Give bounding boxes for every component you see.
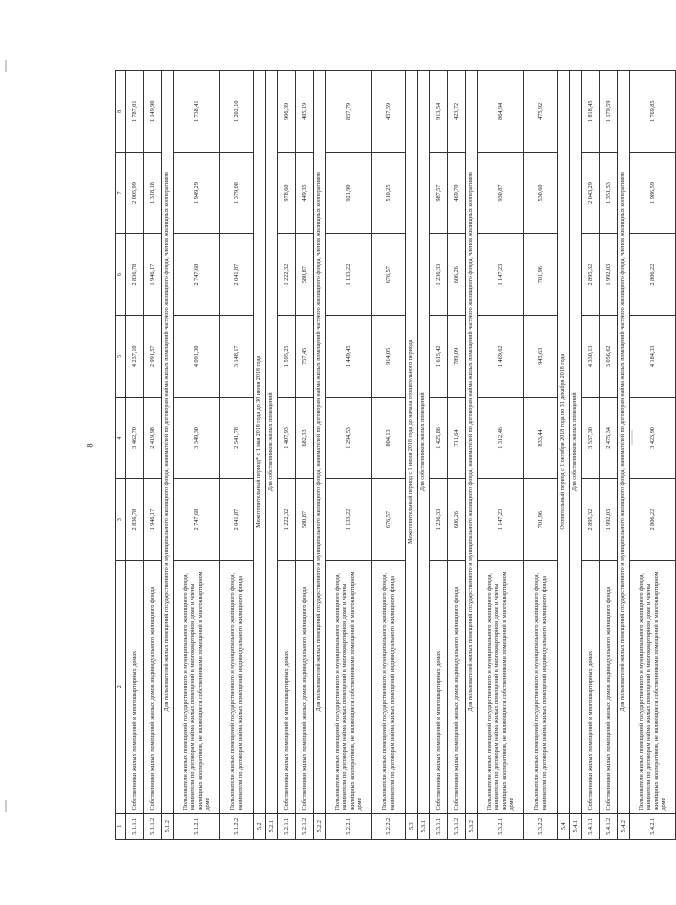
row-code: 5.3 [406,813,418,839]
value-cell: 2 043,29 [582,152,600,234]
section-row [418,71,430,840]
value-cell: 1 738,41 [174,71,220,153]
row-code: 5.3.2.2 [524,813,558,839]
header-cell: 5 [116,315,126,397]
section-title: Для пользователей жилых помещений государственного и муниципального жилищного фонда, нанимателей по договорам найма жилых помещений частного жилищного фонда, членов жилищных кооперативов [314,71,326,814]
value-cell: 1 202,10 [220,71,254,153]
value-cell: 676,57 [372,479,406,561]
value-cell: 1 769,85 [630,71,676,153]
value-cell: 676,57 [372,234,406,316]
row-description: Собственники жилых помещений жилых домов индивидуального жилищного фонда [296,560,314,813]
value-cell: 3 349,30 [174,397,220,479]
section-row [558,71,570,840]
value-cell: 1 149,90 [144,71,162,153]
row-code: 5.4.1.1 [582,813,600,839]
header-cell: 1 [116,813,126,839]
value-cell: 757,45 [296,315,314,397]
value-cell: 1 351,53 [600,152,618,234]
value-cell: 1 312,46 [478,397,524,479]
value-cell: 2 041,87 [220,234,254,316]
table-row [630,71,676,840]
table-row [326,71,372,840]
row-description: Пользователи жилых помещений государственного и муниципального жилищного фонда, наниматели по договорам найма жилых помещений индивидуального жилищного фонда [524,560,558,813]
row-code: 5.1.1.2 [144,813,162,839]
value-cell: 2 747,68 [174,479,220,561]
section-row [466,71,478,840]
row-code: 5.2 [254,813,266,839]
value-cell: 711,64 [448,397,466,479]
value-cell: 457,59 [372,71,406,153]
value-cell: 921,90 [326,152,372,234]
row-description: Пользователи жилых помещений государственного и муниципального жилищного фонда, наниматели по договорам найма жилых помещений индивидуального жилищного фонда [372,560,406,813]
section-title: Для собственников жилых помещений [418,71,430,814]
table-body [116,71,676,840]
row-description: Пользователи жилых помещений государственного и муниципального жилищного фонда, наниматели по договорам найма жилых помещений в многоквартирном доме и члены жилищных кооперативов, не являющиеся собственниками помещений в многоквартирном доме [174,560,220,813]
row-code: 5.2.2.1 [326,813,372,839]
value-cell: 2 806,22 [630,479,676,561]
row-code: 5.2.1.2 [296,813,314,839]
row-code: 5.2.2 [314,813,326,839]
value-cell: 1 236,33 [430,479,448,561]
section-title: Для пользователей жилых помещений государственного и муниципального жилищного фонда, нанимателей по договорам найма жилых помещений частного жилищного фонда, членов жилищных кооперативов [162,71,174,814]
section-row [618,71,630,840]
value-cell: 701,96 [524,479,558,561]
row-code: 5.3.2.1 [478,813,524,839]
value-cell: 1 236,33 [430,234,448,316]
value-cell: 1 147,23 [478,234,524,316]
table-row [278,71,296,840]
row-description: Собственники жилых помещений в многоквартирных домах [430,560,448,813]
table-row [448,71,466,840]
value-cell: 906,39 [278,71,296,153]
header-cell: 6 [116,234,126,316]
row-description: Собственники жилых помещений в многоквартирных домах [582,560,600,813]
row-code: 5.3.2 [466,813,478,839]
value-cell: 864,94 [478,71,524,153]
value-cell: 1 379,08 [220,152,254,234]
value-cell: 2 041,87 [220,479,254,561]
value-cell: 2 806,22 [630,234,676,316]
value-cell: 4 091,30 [174,315,220,397]
value-cell: 4 237,10 [126,315,144,397]
value-cell: 1 318,18 [144,152,162,234]
row-code: 5.2.2.2 [372,813,406,839]
row-code: 5.3.1.2 [448,813,466,839]
value-cell: 2 475,34 [600,397,618,479]
row-code: 5.4.1 [570,813,582,839]
value-cell: 1 949,29 [174,152,220,234]
row-description: Собственники жилых помещений в многоквартирных домах [126,560,144,813]
header-cell: 2 [116,560,126,813]
value-cell: 1 946,17 [144,479,162,561]
value-cell: 1 222,32 [278,479,296,561]
value-cell: 3 537,30 [582,397,600,479]
value-cell: 3 423,90 [630,397,676,479]
value-cell: 857,79 [326,71,372,153]
header-row [116,71,126,840]
value-cell: 1 992,03 [600,234,618,316]
table-row [174,71,220,840]
table-row [372,71,406,840]
value-cell: 580,87 [296,234,314,316]
header-cell: 3 [116,479,126,561]
value-cell: 1 222,32 [278,234,296,316]
value-cell: 1 818,45 [582,71,600,153]
value-cell: 833,44 [524,397,558,479]
table-row [600,71,618,840]
table-row [296,71,314,840]
value-cell: 987,57 [430,152,448,234]
value-cell: 2 895,32 [582,479,600,561]
value-cell: 4 330,13 [582,315,600,397]
row-description: Собственники жилых помещений жилых домов индивидуального жилищного фонда [144,560,162,813]
value-cell: 1 147,23 [478,479,524,561]
value-cell: 913,54 [430,71,448,153]
value-cell: 978,60 [278,152,296,234]
value-cell: 2 541,78 [220,397,254,479]
row-description: Собственники жилых помещений жилых домов индивидуального жилищного фонда [448,560,466,813]
page-number: 8 [85,443,95,448]
section-title: Межотопительный период* с 1 мая 2018 года до 30 июня 2018 года [254,71,266,814]
section-title: Межотопительный период с 1 июля 2018 года до начала отопительного периода [406,71,418,814]
value-cell: 2 991,57 [144,315,162,397]
value-cell: 1 615,42 [430,315,448,397]
value-cell: 1 133,22 [326,234,372,316]
section-row [162,71,174,840]
row-code: 5.1.1.1 [126,813,144,839]
row-code: 5.1.2.1 [174,813,220,839]
value-cell: 1 787,01 [126,71,144,153]
value-cell: 2 836,78 [126,234,144,316]
value-cell: 530,60 [524,152,558,234]
value-cell: 2 005,99 [126,152,144,234]
value-cell: 804,13 [372,397,406,479]
section-title: Отопительный период с 1 октября 2018 года по 31 декабря 2018 года [558,71,570,814]
section-title: Для пользователей жилых помещений государственного и муниципального жилищного фонда, нанимателей по договорам найма жилых помещений частного жилищного фонда, членов жилищных кооперативов [466,71,478,814]
value-cell: 1 425,86 [430,397,448,479]
row-code: 5.4.2.1 [630,813,676,839]
value-cell: 1 595,25 [278,315,296,397]
section-row [254,71,266,840]
value-cell: 1 407,93 [278,397,296,479]
value-cell: 3 462,70 [126,397,144,479]
value-cell: 449,35 [296,152,314,234]
value-cell: 1 992,03 [600,479,618,561]
table-row [582,71,600,840]
value-cell: 606,26 [448,234,466,316]
value-cell: 1 179,59 [600,71,618,153]
row-description: Пользователи жилых помещений государственного и муниципального жилищного фонда, наниматели по договорам найма жилых помещений в многоквартирном доме и члены жилищных кооперативов, не являющиеся собственниками помещений в многоквартирном доме [326,560,372,813]
row-description: Собственники жилых помещений жилых домов индивидуального жилищного фонда [600,560,618,813]
value-cell: 3 148,17 [220,315,254,397]
row-code: 5.4.1.2 [600,813,618,839]
row-code: 5.1.2 [162,813,174,839]
value-cell: 423,72 [448,71,466,153]
value-cell: 945,63 [524,315,558,397]
value-cell: 4 184,33 [630,315,676,397]
table-row [126,71,144,840]
value-cell: 1 133,22 [326,479,372,561]
value-cell: 1 946,17 [144,234,162,316]
value-cell: 1 294,53 [326,397,372,479]
value-cell: 2 419,98 [144,397,162,479]
value-cell: 580,87 [296,479,314,561]
section-row [266,71,278,840]
section-row [314,71,326,840]
header-cell: 7 [116,152,126,234]
value-cell: 1 449,45 [326,315,372,397]
header-cell: 8 [116,71,126,153]
row-code: 5.3.1.1 [430,813,448,839]
document-sheet [115,70,667,840]
row-code: 5.4 [558,813,570,839]
section-title: Для пользователей жилых помещений государственного и муниципального жилищного фонда, нанимателей по договорам найма жилых помещений частного жилищного фонда, членов жилищных кооперативов [618,71,630,814]
table-row [220,71,254,840]
value-cell: 2 895,32 [582,234,600,316]
value-cell: 510,25 [372,152,406,234]
header-cell: 4 [116,397,126,479]
section-title: Для собственников жилых помещений [570,71,582,814]
value-cell: 606,26 [448,479,466,561]
row-code: 5.2.1.1 [278,813,296,839]
row-code: 5.3.1 [418,813,430,839]
value-cell: 701,96 [524,234,558,316]
value-cell: 2 747,68 [174,234,220,316]
row-code: 5.4.2 [618,813,630,839]
value-cell: 469,70 [448,152,466,234]
row-code: 5.2.1 [266,813,278,839]
row-code: 5.1.2.2 [220,813,254,839]
value-cell: 930,87 [478,152,524,234]
row-description: Собственники жилых помещений в многоквартирных домах [278,560,296,813]
table-row [144,71,162,840]
section-title: Для собственников жилых помещений [266,71,278,814]
row-description: Пользователи жилых помещений государственного и муниципального жилищного фонда, наниматели по договорам найма жилых помещений в многоквартирном доме и члены жилищных кооперативов, не являющиеся собственниками помещений в многоквартирном доме [478,560,524,813]
value-cell: 914,05 [372,315,406,397]
value-cell: 405,19 [296,71,314,153]
row-description: Пользователи жилых помещений государственного и муниципального жилищного фонда, наниматели по договорам найма жилых помещений индивидуального жилищного фонда [220,560,254,813]
value-cell: 2 836,78 [126,479,144,561]
value-cell: 682,33 [296,397,314,479]
value-cell: 789,09 [448,315,466,397]
table-row [430,71,448,840]
table-row [478,71,524,840]
table-row [524,71,558,840]
section-row [406,71,418,840]
section-row [570,71,582,840]
row-description: Пользователи жилых помещений государственного и муниципального жилищного фонда, наниматели по договорам найма жилых помещений в многоквартирном доме и члены жилищных кооперативов, не являющиеся собственниками помещений в многоквартирном доме [630,560,676,813]
value-cell: 475,92 [524,71,558,153]
tariff-table [115,70,676,840]
value-cell: 3 056,62 [600,315,618,397]
value-cell: 1 469,62 [478,315,524,397]
value-cell: 1 986,59 [630,152,676,234]
